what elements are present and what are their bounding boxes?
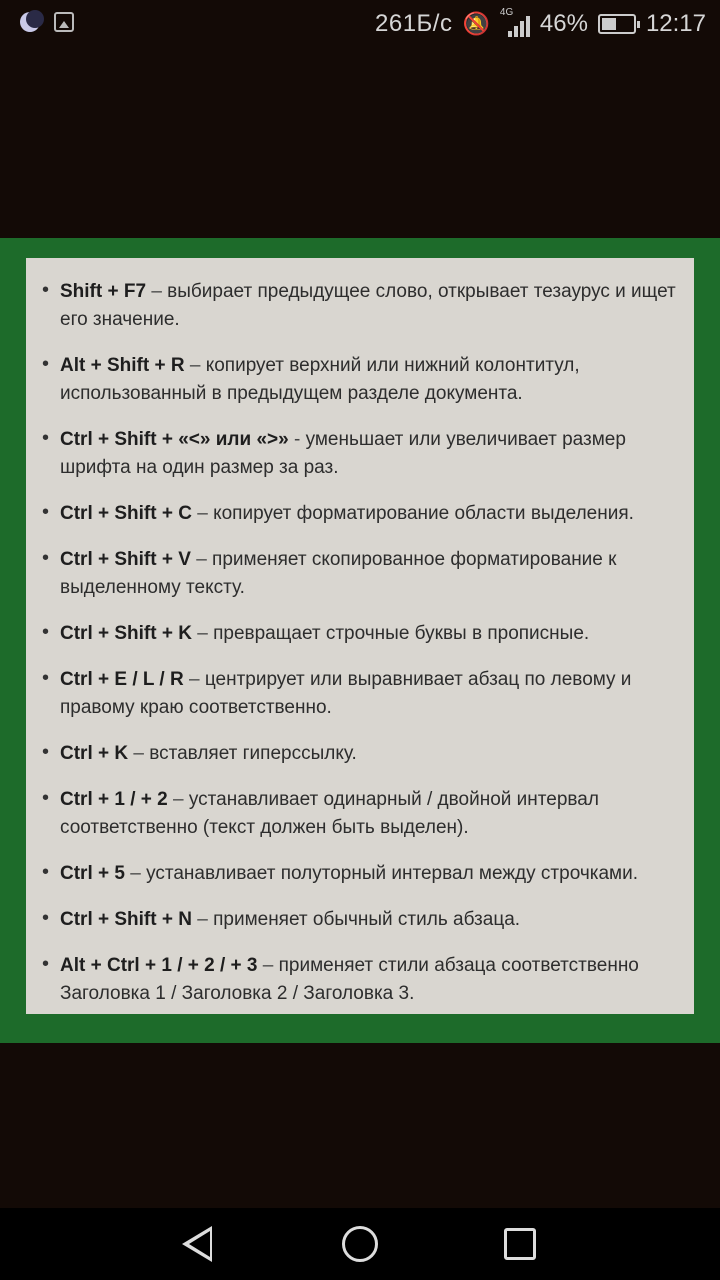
shortcut-key: Alt + Shift + R xyxy=(60,355,185,376)
shortcut-description: вставляет гиперссылку. xyxy=(149,743,357,764)
shortcuts-card xyxy=(26,258,694,1014)
shortcut-key: Ctrl + 1 / + 2 xyxy=(60,789,168,810)
shortcut-separator: – xyxy=(191,503,214,524)
shortcut-key: Ctrl + K xyxy=(60,743,129,764)
shortcut-item xyxy=(42,786,676,842)
shortcut-description: выбирает предыдущее слово, открывает тезаурус и ищет его значение. xyxy=(60,281,676,330)
shortcut-item xyxy=(42,352,676,408)
shortcut-key: Alt + Ctrl + 1 / + 2 / + 3 xyxy=(60,955,258,976)
shortcut-description: устанавливает одинарный / двойной интервал соответственно (текст должен быть выделен). xyxy=(60,789,599,838)
battery-icon xyxy=(598,14,636,34)
shortcut-separator: – xyxy=(191,623,214,644)
network-type: 4G xyxy=(499,7,514,18)
clock: 12:17 xyxy=(645,10,706,37)
shortcut-separator: – xyxy=(128,743,150,764)
image-frame xyxy=(0,238,720,1043)
shortcut-separator: – xyxy=(146,281,168,302)
shortcut-separator: – xyxy=(124,863,147,884)
shortcut-item xyxy=(42,278,676,334)
shortcut-description: уменьшает или увеличивает размер шрифта на один размер за раз. xyxy=(60,429,626,478)
navigation-bar xyxy=(0,1208,720,1280)
shortcut-separator: – xyxy=(191,909,214,930)
gallery-icon xyxy=(54,12,74,32)
shortcut-separator: – xyxy=(167,789,189,810)
shortcut-description: копирует верхний или нижний колонтитул, использованный в предыдущем разделе документа. xyxy=(60,355,580,404)
status-bar xyxy=(0,0,720,50)
shortcut-separator: – xyxy=(190,549,213,570)
shortcut-key: Ctrl + Shift + «<» или «>» xyxy=(60,429,289,450)
status-left-icons xyxy=(20,12,74,32)
shortcut-key: Shift + F7 xyxy=(60,281,147,302)
back-icon[interactable] xyxy=(182,1226,212,1262)
shortcut-key: Ctrl + Shift + V xyxy=(60,549,191,570)
shortcut-separator: – xyxy=(184,355,206,376)
mute-icon: 🔕 xyxy=(462,11,490,36)
shortcut-item xyxy=(42,860,676,888)
shortcut-separator: - xyxy=(288,429,306,450)
shortcut-key: Ctrl + Shift + C xyxy=(60,503,192,524)
shortcut-description: центрирует или выравнивает абзац по левому и правому краю соответственно. xyxy=(60,669,632,718)
shortcut-item xyxy=(42,666,676,722)
signal-icon xyxy=(499,7,530,37)
shortcut-item xyxy=(42,620,676,648)
moon-icon xyxy=(20,12,40,32)
shortcut-item xyxy=(42,740,676,768)
shortcut-item xyxy=(42,546,676,602)
home-icon[interactable] xyxy=(342,1226,378,1262)
shortcut-key: Ctrl + Shift + N xyxy=(60,909,192,930)
shortcut-separator: – xyxy=(183,669,205,690)
battery-percent: 46% xyxy=(539,10,588,37)
shortcut-description: превращает строчные буквы в прописные. xyxy=(213,623,590,644)
shortcut-description: устанавливает полуторный интервал между строчками. xyxy=(146,863,638,884)
shortcut-description: копирует форматирование области выделения. xyxy=(213,503,634,524)
shortcut-separator: – xyxy=(257,955,279,976)
shortcut-key: Ctrl + Shift + K xyxy=(60,623,192,644)
recent-apps-icon[interactable] xyxy=(504,1228,536,1260)
shortcut-item xyxy=(42,906,676,934)
shortcut-key: Ctrl + 5 xyxy=(60,863,125,884)
shortcut-item xyxy=(42,952,676,1008)
shortcut-description: применяет скопированное форматирование к выделенному тексту. xyxy=(60,549,617,598)
shortcut-key: Ctrl + E / L / R xyxy=(60,669,184,690)
shortcut-item xyxy=(42,426,676,482)
shortcut-description: применяет стили абзаца соответственно Заголовка 1 / Заголовка 2 / Заголовка 3. xyxy=(60,955,639,1004)
net-speed: 261Б/с xyxy=(375,10,453,37)
shortcut-item xyxy=(42,500,676,528)
shortcut-description: применяет обычный стиль абзаца. xyxy=(213,909,521,930)
status-right-icons xyxy=(375,7,706,38)
